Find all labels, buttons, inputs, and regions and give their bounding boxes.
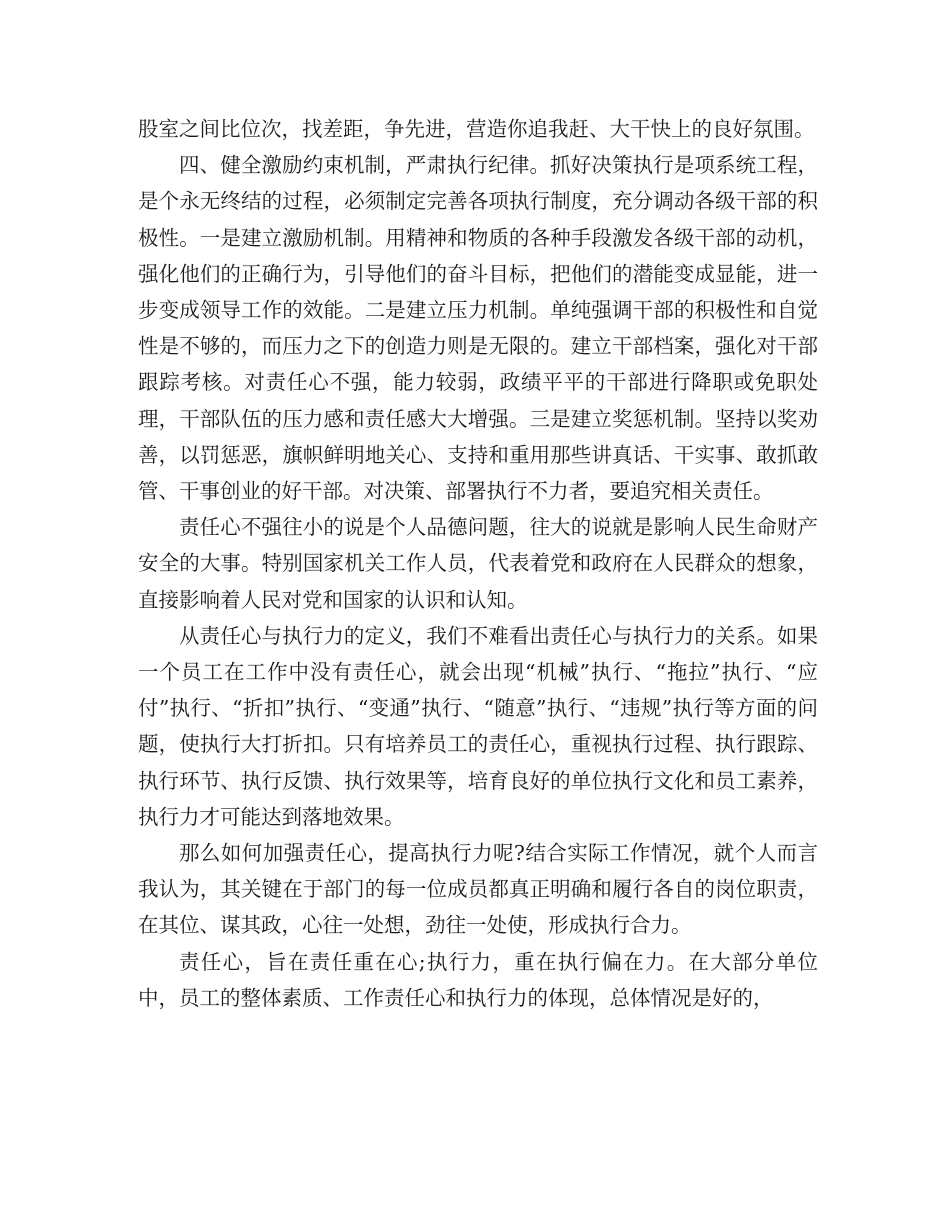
paragraph-6: 责任心，旨在责任重在心;执行力，重在执行偏在力。在大部分单位中，员工的整体素质、工作责任心和执行力的体现，总体情况是好的，: [138, 949, 818, 1010]
paragraph-4: 从责任心与执行力的定义，我们不难看出责任心与执行力的关系。如果一个员工在工作中没有责任心，就会出现“机械”执行、“拖拉”执行、“应付”执行、“折扣”执行、“变通”执行、“随意”执行、“违规”执行等方面的问题，使执行大打折扣。只有培养员工的责任心，重视执行过程、执行跟踪、执行环节、执行反馈、执行效果等，培育良好的单位执行文化和员工素养，执行力才可能达到落地效果。: [138, 623, 818, 829]
document-page: [138, 111, 818, 1016]
paragraph-1: 股室之间比位次，找差距，争先进，营造你追我赶、大干快上的良好氛围。: [138, 117, 815, 141]
paragraph-2: 四、健全激励约束机制，严肃执行纪律。抓好决策执行是项系统工程，是个永无终结的过程，必须制定完善各项执行制度，充分调动各级干部的积极性。一是建立激励机制。用精神和物质的各种手段激发各级干部的动机，强化他们的正确行为，引导他们的奋斗目标，把他们的潜能变成显能，进一步变成领导工作的效能。二是建立压力机制。单纯强调干部的积极性和自觉性是不够的，而压力之下的创造力则是无限的。建立干部档案，强化对干部跟踪考核。对责任心不强，能力较弱，政绩平平的干部进行降职或免职处理，干部队伍的压力感和责任感大大增强。三是建立奖惩机制。坚持以奖劝善，以罚惩恶，旗帜鲜明地关心、支持和重用那些讲真话、干实事、敢抓敢管、干事创业的好干部。对决策、部署执行不力者，要追究相关责任。: [138, 153, 818, 504]
paragraph-3: 责任心不强往小的说是个人品德问题，往大的说就是影响人民生命财产安全的大事。特别国家机关工作人员，代表着党和政府在人民群众的想象，直接影响着人民对党和国家的认识和认知。: [138, 515, 818, 612]
paragraph-5: 那么如何加强责任心，提高执行力呢?结合实际工作情况，就个人而言我认为，其关键在于部门的每一位成员都真正明确和履行各自的岗位职责，在其位、谋其政，心往一处想，劲往一处使，形成执行合力。: [138, 841, 818, 938]
